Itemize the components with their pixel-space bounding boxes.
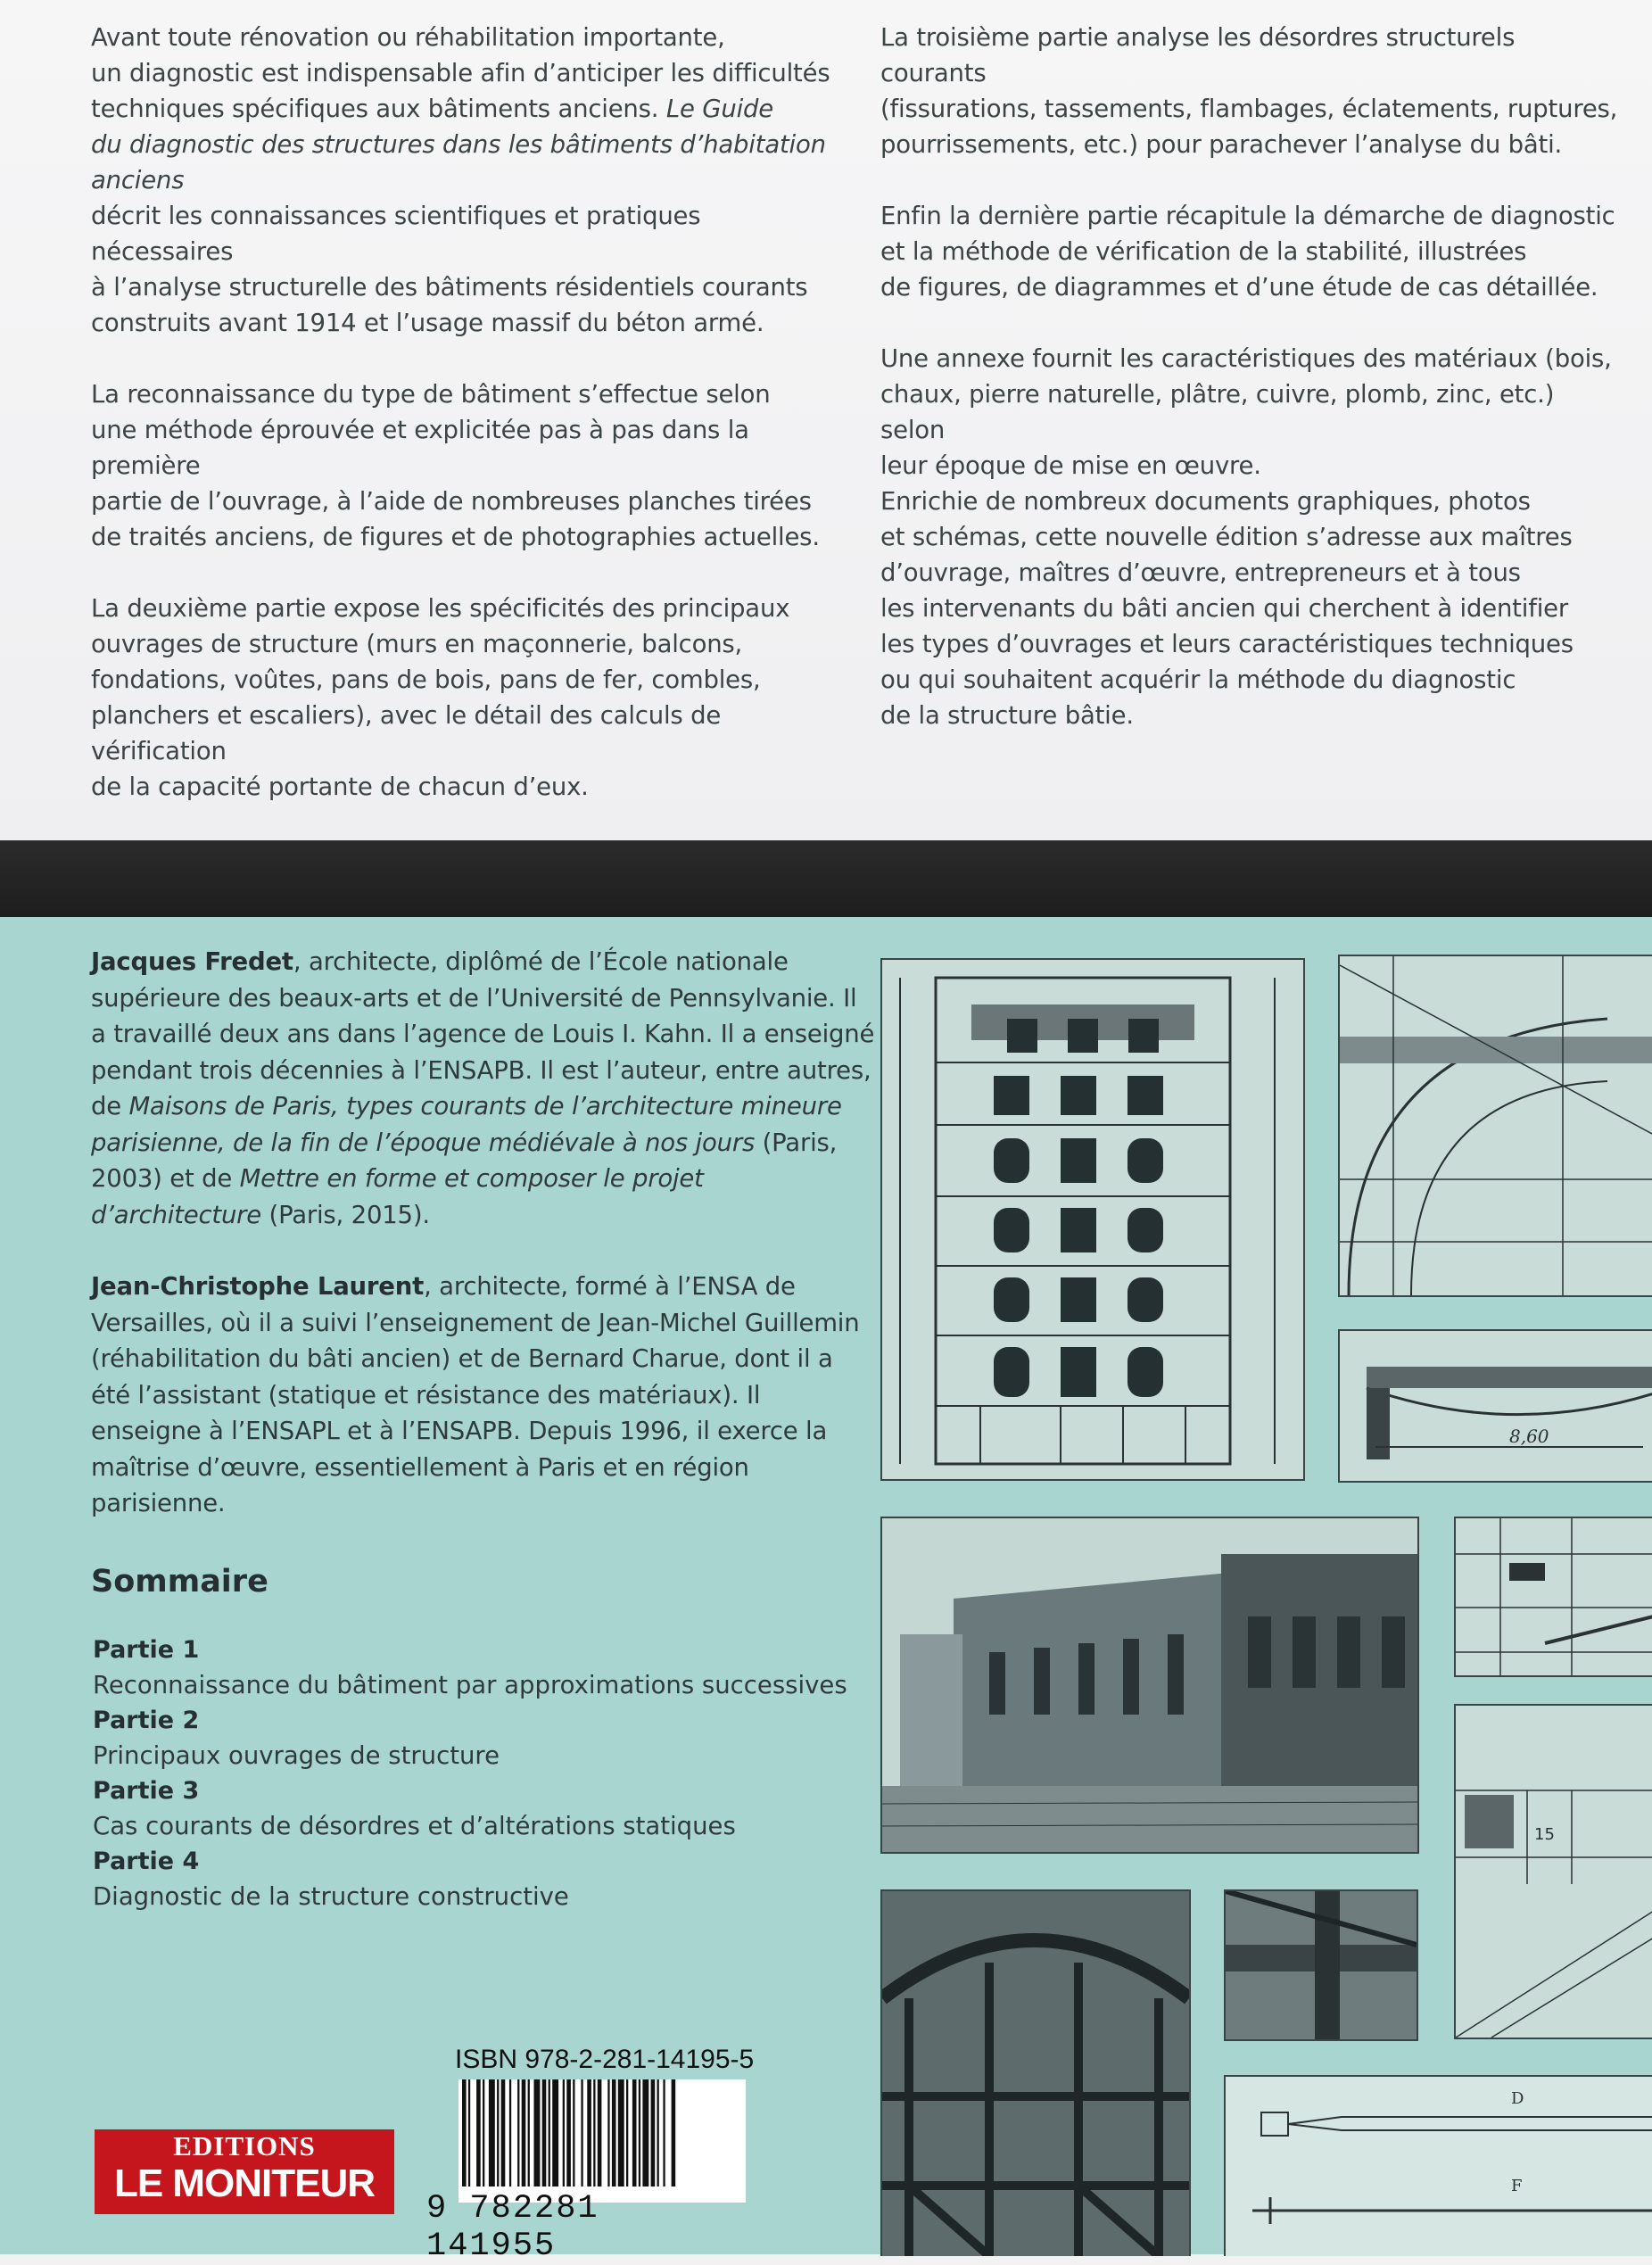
toc-part-description: Reconnaissance du bâtiment par approximations successives (93, 1670, 847, 1699)
detail-label: 15 (1534, 1825, 1555, 1844)
description-column-left (91, 20, 840, 840)
detail-drawing-lower (1454, 1704, 1652, 2039)
barcode-digits: 9 782281 141955 (426, 2190, 599, 2265)
dark-divider-band (0, 840, 1652, 917)
toc-part-label: Partie 3 (93, 1777, 200, 1805)
intro-paragraph: Avant toute rénovation ou réhabilitation importante, un diagnostic est indispensable afin d’anticiper les difficultés techniques spécifiques aux bâtiments anciens. Le Guide du diagnostic des structures dans les bâtiments d’habitation anciens décrit les connaissances scientifiques et pratiques nécessaires à l’analyse structurelle des bâtiments résidentiels courants construits avant 1914 et l’usage massif du béton armé. (91, 23, 830, 337)
rod-label-f: F (1511, 2177, 1523, 2195)
beam-dimension-label: 8,60 (1509, 1426, 1549, 1447)
toc-part-label: Partie 4 (93, 1848, 200, 1875)
facade-elevation-drawing (880, 958, 1305, 1481)
beam-section-drawing (1338, 1329, 1652, 1483)
paragraph-part-two: La deuxième partie expose les spécificités des principaux ouvrages de structure (murs en maçonnerie, balcons, fondations, voûtes, pans de bois, pans de fer, combles, planchers et escaliers), avec le détail des calculs de vérification de la capacité portante de chacun d’eux. (91, 594, 790, 801)
author-name: Jacques Fredet (91, 947, 293, 976)
author-bio-laurent: Jean-Christophe Laurent, architecte, formé à l’ENSA de Versailles, où il a suivi l’enseignement de Jean-Michel Guillemin (réhabilitation du bâti ancien) et de Bernard Charue, dont il a été l’assistant (statique et résistance des matériaux). Il enseigne à l’ENSAPL et à l’ENSAPB. Depuis 1996, il exerce la maîtrise d’œuvre, essentiellement à Paris et en région parisienne. (91, 1272, 860, 1517)
isbn-label: ISBN 978-2-281-14195-5 (455, 2045, 755, 2074)
timber-frame-photo (880, 1889, 1191, 2256)
author-name: Jean-Christophe Laurent (91, 1272, 425, 1301)
sommaire-heading: Sommaire (91, 1564, 268, 1600)
toc-part-label: Partie 2 (93, 1707, 200, 1734)
paragraph-audience: Enrichie de nombreux documents graphiques, photos et schémas, cette nouvelle édition s’adresse aux maîtres d’ouvrage, maîtres d’œuvre, entrepreneurs et à tous les intervenants du bâti ancien qui cherchent à identifier les types d’ouvrages et leurs caractéristiques techniques ou qui souhaitent acquérir la méthode du diagnostic de la structure bâtie. (880, 487, 1574, 730)
rod-label-d: D (1511, 2089, 1524, 2108)
toc-part-label: Partie 1 (93, 1636, 200, 1664)
joint-detail-photo (1224, 1889, 1418, 2041)
church-engraving (880, 1517, 1419, 1854)
paragraph-part-three: La troisième partie analyse les désordres structurels courants (fissurations, tassements, flambages, éclatements, ruptures, pourrissements, etc.) pour parachever l’analyse du bâti. (880, 23, 1618, 159)
toc-part-description: Cas courants de désordres et d’altérations statiques (93, 1811, 736, 1840)
tie-rod-drawing (1224, 2075, 1652, 2256)
publisher-logo-name: LE MONITEUR (113, 2162, 376, 2205)
table-of-contents (93, 1633, 878, 1914)
guide-title: Le Guide du diagnostic des structures dans les bâtiments d’habitation anciens (91, 95, 826, 194)
description-column-right (880, 20, 1621, 769)
vault-geometry-drawing (1338, 955, 1652, 1297)
paragraph-annex: Une annexe fournit les caractéristiques des matériaux (bois, chaux, pierre naturelle, plâtre, cuivre, plomb, zinc, etc.) selon leur époque de mise en œuvre. (880, 344, 1612, 480)
paragraph-part-one: La reconnaissance du type de bâtiment s’effectue selon une méthode éprouvée et explicitée pas à pas dans la première partie de l’ouvrage, à l’aide de nombreuses planches tirées de traités anciens, de figures et de photographies actuelles. (91, 380, 820, 551)
paragraph-part-four: Enfin la dernière partie récapitule la démarche de diagnostic et la méthode de vérification de la stabilité, illustrées de figures, de diagrammes et d’une étude de cas détaillée. (880, 202, 1615, 302)
isbn-barcode (458, 2079, 746, 2203)
author-bios (91, 944, 876, 1558)
author-bio-fredet: Jacques Fredet, architecte, diplômé de l’École nationale supérieure des beaux-arts et de l’Université de Pennsylvanie. Il a travaillé deux ans dans l’agence de Louis I. Kahn. Il a enseigné pendant trois décennies à l’ENSAPB. Il est l’auteur, entre autres, de Maisons de Paris, types courants de l’architecture mineure parisienne, de la fin de l’époque médiévale à nos jours (Paris, 2003) et de Mettre en forme et composer le projet d’architecture (Paris, 2015). (91, 947, 875, 1229)
detail-drawing-upper (1454, 1517, 1652, 1677)
publisher-logo (95, 2129, 394, 2214)
toc-part-description: Diagnostic de la structure constructive (93, 1881, 569, 1911)
publisher-logo-editions: EDITIONS (173, 2130, 316, 2162)
toc-part-description: Principaux ouvrages de structure (93, 1740, 500, 1770)
